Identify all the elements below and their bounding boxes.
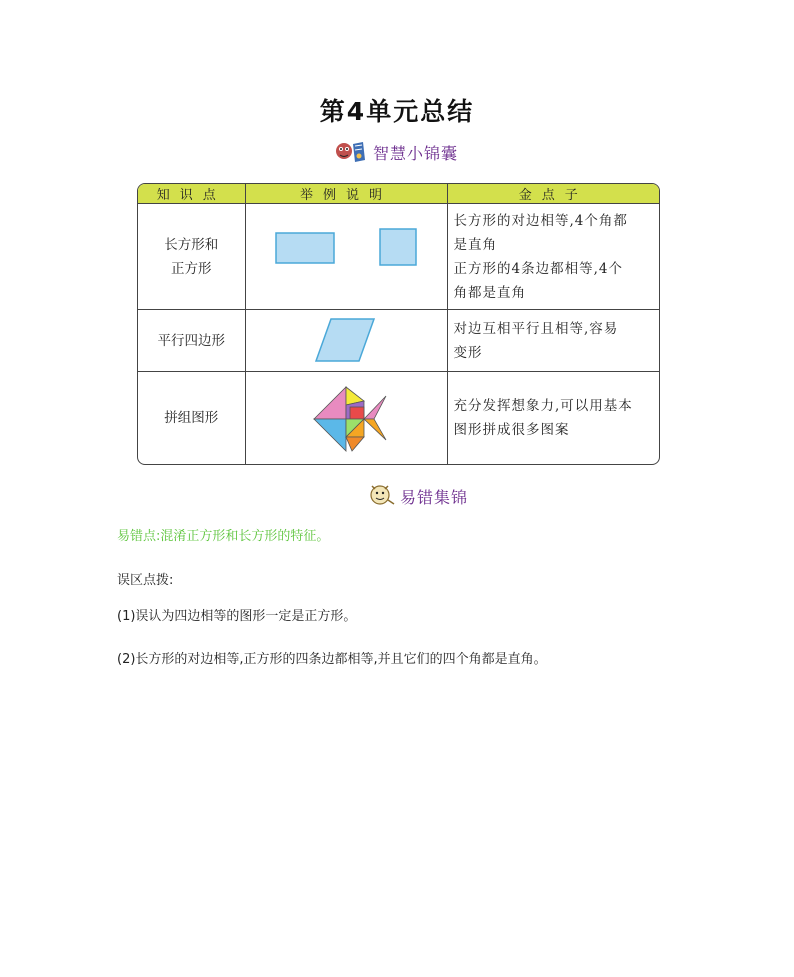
header-tips: 金点子 [447, 184, 659, 204]
header-knowledge: 知识点 [138, 184, 245, 204]
analysis-title: 误区点拨: [117, 573, 174, 588]
section-header-tips [333, 138, 458, 166]
section-label-errors: 易错集锦 [400, 487, 469, 507]
table-row [138, 310, 659, 372]
row-name: 平行四边形 [138, 310, 245, 372]
section-header-errors [366, 482, 468, 510]
example-rectangle-square [245, 204, 447, 310]
table-row [138, 204, 659, 310]
row-tip: 长方形的对边相等,4个角都 是直角 正方形的4条边都相等,4个 角都是直角 [447, 204, 659, 310]
table-row [138, 372, 659, 465]
page-title: 第4单元总结 [319, 97, 475, 126]
row-tip: 充分发挥想象力,可以用基本 图形拼成很多图案 [453, 398, 633, 438]
error-point: 易错点:混淆正方形和长方形的特征。 [117, 529, 330, 544]
cartoon-clock-mascot-icon [366, 480, 396, 512]
analysis-item-1: (1)误认为四边相等的图形一定是正方形。 [117, 609, 357, 624]
row-tip: 对边互相平行且相等,容易 变形 [447, 310, 659, 372]
example-parallelogram [245, 310, 447, 372]
rectangle-shape [276, 233, 334, 263]
table-header-row [138, 184, 659, 204]
row-name: 拼组图形 [138, 372, 245, 465]
row-name: 长方形和 正方形 [138, 204, 245, 310]
header-example: 举例说明 [245, 184, 447, 204]
parallelogram-shape [316, 319, 374, 361]
cartoon-mascot-icon [333, 136, 369, 168]
knowledge-table [137, 183, 660, 465]
square-shape [380, 229, 416, 265]
fish-tangram-shape [314, 387, 386, 451]
example-fish-tangram [245, 372, 447, 465]
analysis-item-2: (2)长方形的对边相等,正方形的四条边都相等,并且它们的四个角都是直角。 [117, 652, 547, 667]
section-label-tips: 智慧小锦囊 [373, 143, 459, 163]
